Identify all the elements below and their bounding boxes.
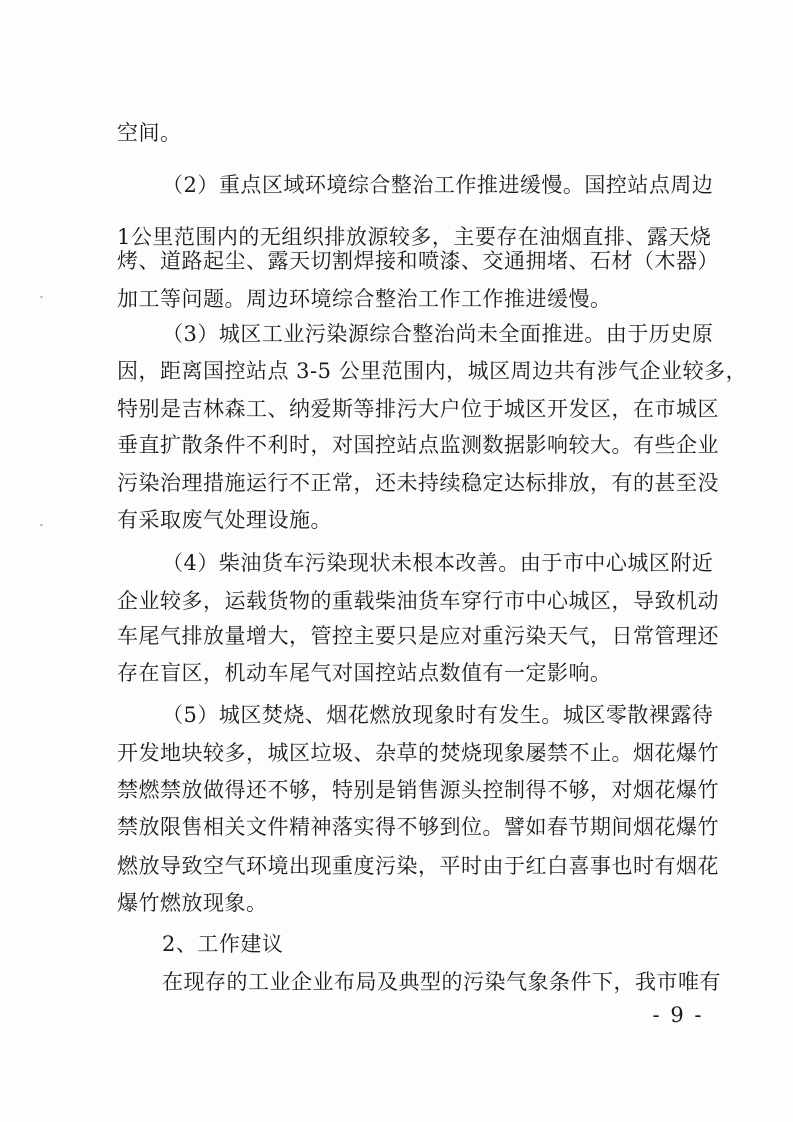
text-line-20: 燃放导致空气环境出现重度污染，平时由于红白喜事也时有烟花 bbox=[117, 854, 719, 878]
text-line-2: （2）重点区域环境综合整治工作推进缓慢。国控站点周边 bbox=[162, 173, 714, 197]
text-line-4: 烤、道路起尘、露天切割焊接和喷漆、交通拥堵、石材（木器） bbox=[117, 249, 719, 273]
text-line-17: 开发地块较多，城区垃圾、杂草的焚烧现象屡禁不止。烟花爆竹 bbox=[117, 741, 719, 765]
text-line-9: 垂直扩散条件不利时，对国控站点监测数据影响较大。有些企业 bbox=[117, 433, 719, 457]
text-line-1: 空间。 bbox=[117, 121, 182, 145]
text-line-8: 特别是吉林森工、纳爱斯等排污大户位于城区开发区，在市城区 bbox=[117, 397, 719, 421]
scan-speck bbox=[40, 296, 43, 298]
page-number: - 9 - bbox=[652, 1003, 704, 1027]
text-line-19: 禁放限售相关文件精神落实得不够到位。譬如春节期间烟花爆竹 bbox=[117, 815, 719, 839]
text-line-13: 企业较多，运载货物的重载柴油货车穿行市中心城区，导致机动 bbox=[117, 589, 719, 613]
text-line-18: 禁燃禁放做得还不够，特别是销售源头控制得不够，对烟花爆竹 bbox=[117, 778, 719, 802]
text-line-6: （3）城区工业污染源综合整治尚未全面推进。由于历史原 bbox=[162, 322, 714, 346]
text-line-7: 因，距离国控站点 3-5 公里范围内，城区周边共有涉气企业较多， bbox=[117, 359, 748, 383]
text-line-10: 污染治理措施运行不正常，还未持续稳定达标排放，有的甚至没 bbox=[117, 471, 719, 495]
section-heading-work-suggestions: 2、工作建议 bbox=[162, 932, 284, 956]
text-line-16: （5）城区焚烧、烟花燃放现象时有发生。城区零散裸露待 bbox=[162, 703, 714, 727]
scan-speck bbox=[40, 524, 43, 526]
text-line-11: 有采取废气处理设施。 bbox=[117, 508, 332, 532]
text-line-12: （4）柴油货车污染现状未根本改善。由于市中心城区附近 bbox=[162, 551, 714, 575]
text-line-15: 存在盲区，机动车尾气对国控站点数值有一定影响。 bbox=[117, 661, 612, 685]
text-line-14: 车尾气排放量增大，管控主要只是应对重污染天气，日常管理还 bbox=[117, 624, 719, 648]
text-line-23: 在现存的工业企业布局及典型的污染气象条件下，我市唯有 bbox=[162, 970, 721, 994]
text-line-21: 爆竹燃放现象。 bbox=[117, 891, 268, 915]
text-line-3: 1公里范围内的无组织排放源较多，主要存在油烟直排、露天烧 bbox=[117, 225, 712, 249]
text-line-5: 加工等问题。周边环境综合整治工作工作推进缓慢。 bbox=[117, 287, 612, 311]
